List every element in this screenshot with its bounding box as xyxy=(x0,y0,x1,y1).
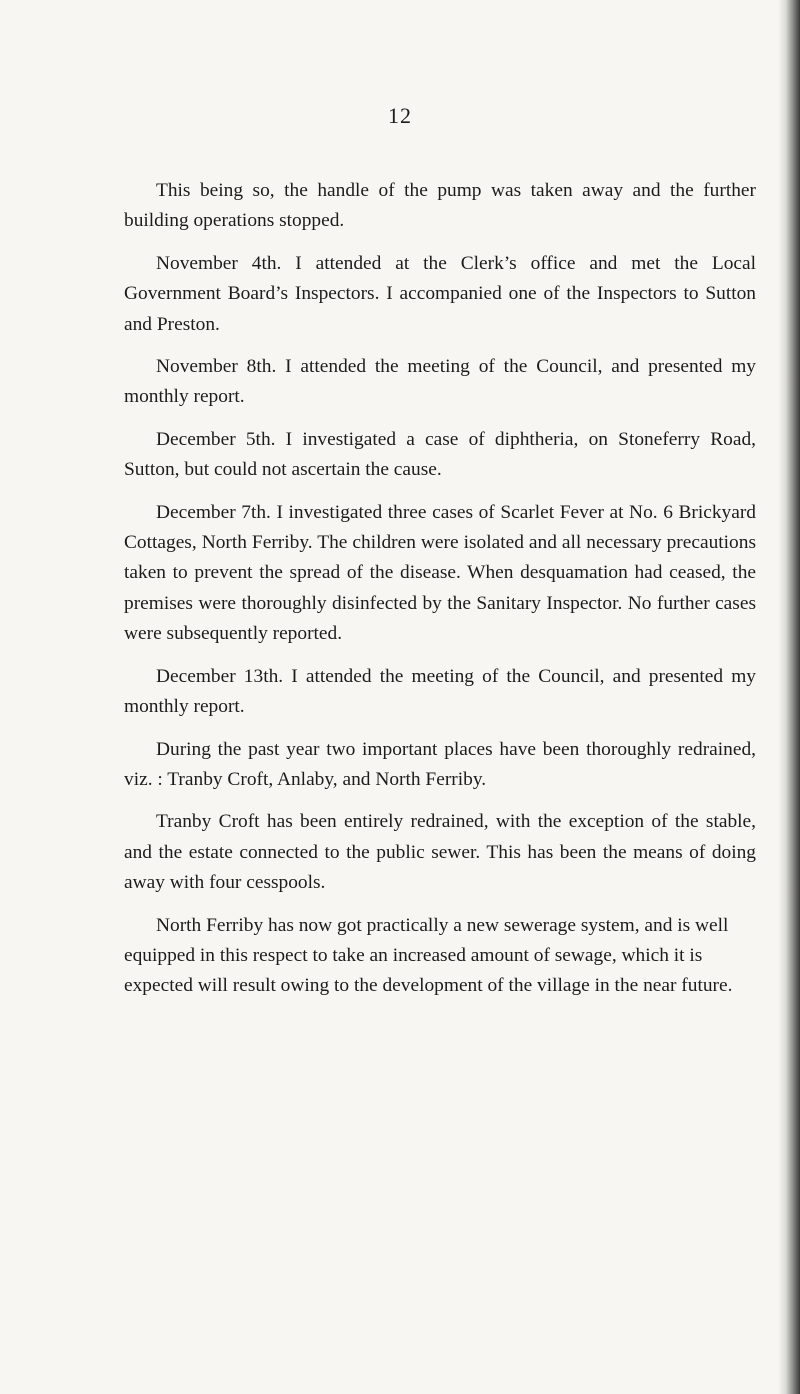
paragraph-redrained: During the past year two important places have been thoroughly redrained, viz. : Tranby Croft, Anlaby, and North Ferriby. xyxy=(124,738,756,790)
paragraph-december-13: December 13th. I attended the meeting of the Council, and presented my monthly report. xyxy=(124,665,756,718)
paragraph-november-4: November 4th. I attended at the Clerk’s office and met the Local Government Board’s Inspectors. I accompanied one of the Inspectors to Sutton and Preston. xyxy=(124,252,756,335)
paragraph-tranby-croft: Tranby Croft has been entirely redrained, with the exception of the stable, and the estate connected to the public sewer. This has been the means of doing away with four cesspools. xyxy=(124,811,756,894)
paragraph-december-5: December 5th. I investigated a case of diphtheria, on Stoneferry Road, Sutton, but could not ascertain the cause. xyxy=(124,428,756,481)
paragraph-north-ferriby: North Ferriby has now got practically a new sewerage system, and is well equipped in this respect to take an increased amount of sewage, which it is expected will result owing to the development of the village in the near future. xyxy=(124,914,733,997)
paragraph-december-7: December 7th. I investigated three cases of Scarlet Fever at No. 6 Brickyard Cottages, North Ferriby. The children were isolated and all necessary precautions taken to prevent the spread of the disease. When desquamation had ceased, the premises were thoroughly disinfected by the Sanitary Inspector. No further cases were subsequently reported. xyxy=(124,501,756,645)
paragraph-november-8: November 8th. I attended the meeting of the Council, and presented my monthly report. xyxy=(124,356,756,408)
report-text xyxy=(124,176,756,1014)
page-number: 12 xyxy=(388,103,412,128)
page-edge-shadow xyxy=(778,0,800,1394)
paragraph-pump: This being so, the handle of the pump was taken away and the further building operations stopped. xyxy=(124,180,756,232)
